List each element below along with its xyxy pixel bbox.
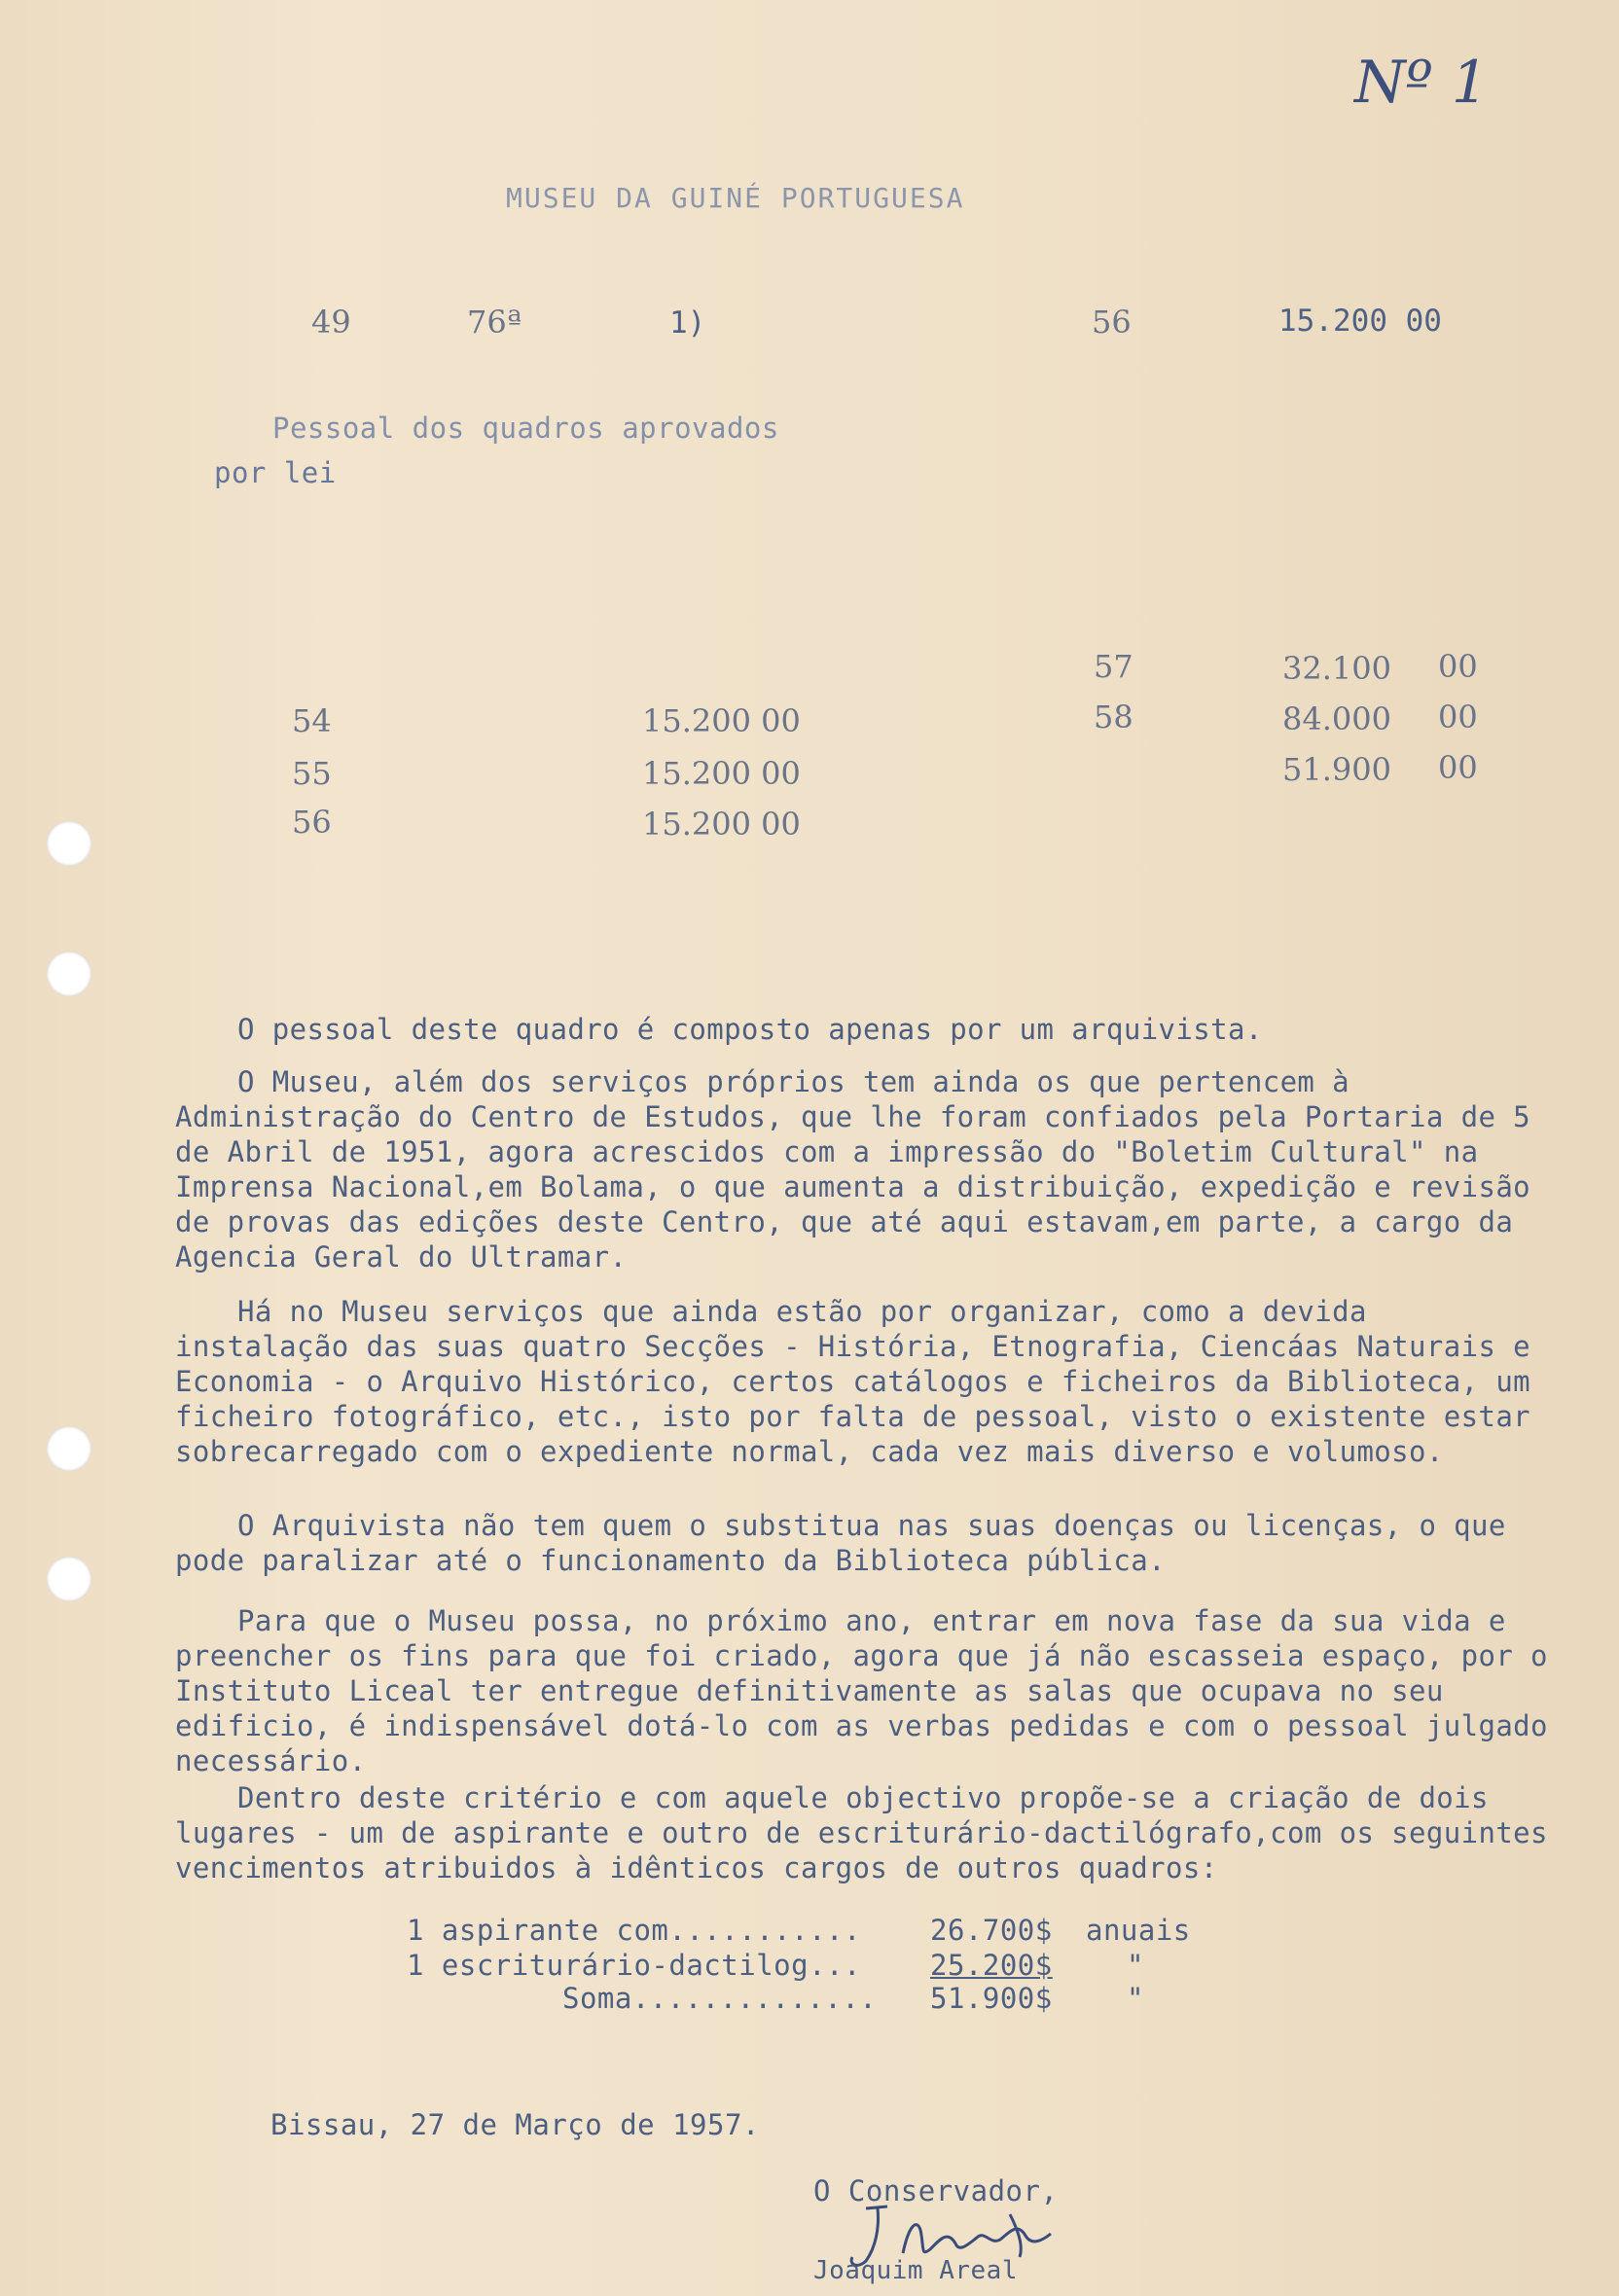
- body-paragraph: O pessoal deste quadro é composto apenas por um arquivista.: [237, 1013, 1263, 1046]
- document-header: MUSEU DA GUINÉ PORTUGUESA: [506, 182, 965, 214]
- page-number: Nº 1: [1354, 49, 1489, 117]
- right-value: 51.900: [1282, 751, 1391, 788]
- place-date: Bissau, 27 de Março de 1957.: [270, 2108, 760, 2141]
- left-year: 54: [292, 702, 332, 739]
- salary-line-label: 1 aspirante com...........: [407, 1914, 861, 1947]
- body-paragraph: Há no Museu serviços que ainda estão por organizar, como a devida instalação das suas quatro Secções - História, Etnografia, Ciencáas Naturais e Economia - o Arquivo Histórico, certos catálogos e ficheiros da Biblioteca, um ficheiro fotográfico, etc., isto por falta de pessoal, visto o existente estar sobrecarregado com o expediente normal, cada vez mais diverso e volumoso.: [175, 1295, 1531, 1468]
- closing-title: O Conservador,: [813, 2174, 1059, 2207]
- salary-line-amount: 25.200$: [930, 1949, 1053, 1982]
- right-year: 58: [1094, 699, 1133, 735]
- punch-hole: [47, 1426, 91, 1471]
- signer-name: Joaquim Areal: [813, 2256, 1018, 2285]
- top-row-article: 76ª: [467, 304, 522, 341]
- right-cents: 00: [1438, 749, 1478, 786]
- punch-hole: [47, 1557, 91, 1601]
- salary-line-unit: anuais: [1086, 1914, 1191, 1947]
- body-paragraph: Para que o Museu possa, no próximo ano, entrar em nova fase da sua vida e preencher os fins para que foi criado, agora que já não escasseia espaço, por o Instituto Liceal ter entregue definitivamente as salas que ocupava no seu edificio, é indispensável dotá-lo com as verbas pedidas e com o pessoal julgado necessário.: [175, 1604, 1548, 1777]
- punch-hole: [47, 951, 91, 996]
- salary-line-amount: 26.700$: [930, 1914, 1053, 1947]
- section-label: Pessoal dos quadros aprovados: [272, 412, 779, 445]
- salary-line-unit: ": [1127, 1949, 1144, 1982]
- section-label-continued: por lei: [214, 456, 337, 489]
- left-value: 15.200 00: [642, 702, 801, 739]
- left-year: 56: [292, 804, 332, 841]
- top-row-value: 15.200 00: [1278, 304, 1442, 339]
- right-cents: 00: [1438, 699, 1478, 735]
- body-paragraph: O Museu, além dos serviços próprios tem ainda os que pertencem à Administração do Centro de Estudos, que lhe foram confiados pela Portaria de 5 de Abril de 1951, agora acrescidos com a impressão do "Boletim Cultural" na Imprensa Nacional,em Bolama, o que aumenta a distribuição, expedição e revisão de provas das edições deste Centro, que até aqui estavam,em parte, a cargo da Agencia Geral do Ultramar.: [175, 1065, 1531, 1274]
- right-value: 32.100: [1282, 650, 1391, 687]
- right-value: 84.000: [1282, 700, 1391, 737]
- body-paragraph: O Arquivista não tem quem o substitua nas suas doenças ou licenças, o que pode paralizar até o funcionamento da Biblioteca pública.: [175, 1509, 1506, 1577]
- salary-line-label: 1 escriturário-dactilog...: [407, 1949, 861, 1982]
- top-row-note: 1): [669, 305, 706, 341]
- right-cents: 00: [1438, 648, 1478, 685]
- left-year: 55: [292, 755, 332, 792]
- left-value: 15.200 00: [642, 806, 801, 843]
- salary-total-amount: 51.900$: [930, 1982, 1053, 2015]
- salary-total-label: Soma..............: [562, 1982, 878, 2015]
- salary-line-unit: ": [1127, 1982, 1144, 2015]
- top-row-number: 49: [311, 304, 351, 341]
- punch-hole: [47, 821, 91, 866]
- right-year: 57: [1094, 648, 1133, 685]
- body-paragraph: Dentro deste critério e com aquele objectivo propõe-se a criação de dois lugares - um de aspirante e outro de escriturário-dactilógrafo,com os seguintes vencimentos atribuidos à idênticos cargos de outros quadros:: [175, 1781, 1548, 1884]
- left-value: 15.200 00: [642, 755, 801, 792]
- top-row-year: 56: [1092, 304, 1132, 341]
